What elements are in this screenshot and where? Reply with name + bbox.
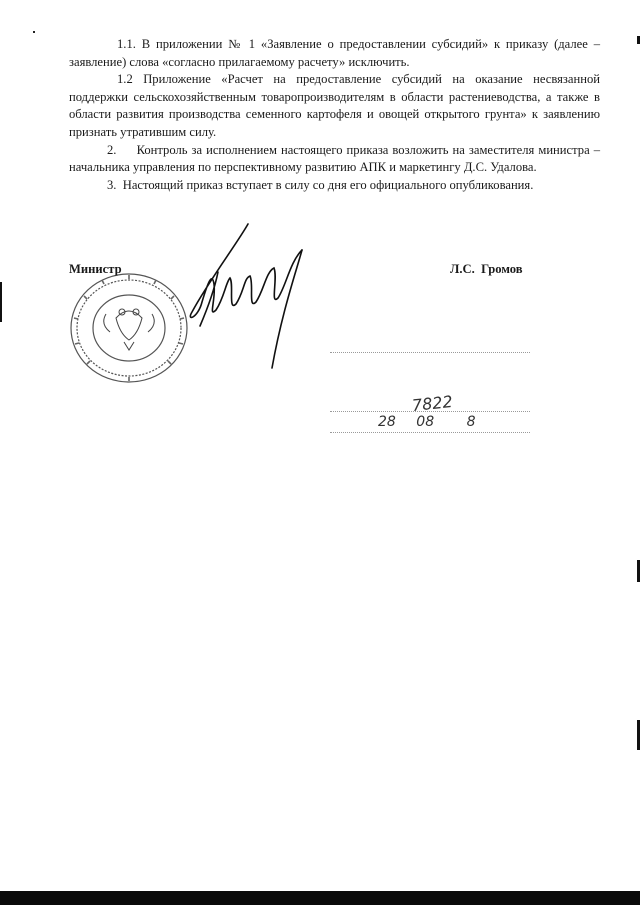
registration-number: 7822 — [411, 391, 454, 416]
minister-signature — [178, 222, 348, 372]
official-seal-stamp — [66, 266, 196, 386]
scan-speck — [33, 31, 35, 33]
paragraph-1-1: 1.1. В приложении № 1 «Заявление о предоставлении субсидий» к приказу (далее – заявление) слова «согласно прилагаемому расчету» исключить. — [69, 37, 600, 69]
registration-date-month: 08 — [416, 414, 435, 430]
registration-date — [378, 414, 491, 430]
registration-date-year: 8 — [466, 414, 476, 430]
registration-date-day: 28 — [378, 414, 396, 430]
paragraph-1-2: 1.2 Приложение «Расчет на предоставление субсидий на оказание несвязанной поддержки сельскохозяйственным товаропроизводителям в области растениеводства, а также в области развития производства семенного картофеля и овощей открытого грунта» к заявлению признать утратившим силу. — [69, 72, 600, 139]
signatory-name: Л.С. Громов — [450, 262, 523, 276]
order-text — [69, 36, 600, 194]
registration-dotted-line — [330, 432, 530, 433]
signature-position-label: Министр — [69, 262, 122, 276]
paragraph-2: 2. Контроль за исполнением настоящего приказа возложить на заместителя министра – начальника управления по перспективному развитию АПК и маркетингу Д.С. Удалова. — [69, 142, 600, 175]
scan-edge — [0, 282, 2, 322]
paragraph-3: 3. Настоящий приказ вступает в силу со дня его официального опубликования. — [107, 177, 534, 192]
scan-bottom-edge — [0, 891, 640, 905]
registration-dotted-line — [330, 352, 530, 353]
